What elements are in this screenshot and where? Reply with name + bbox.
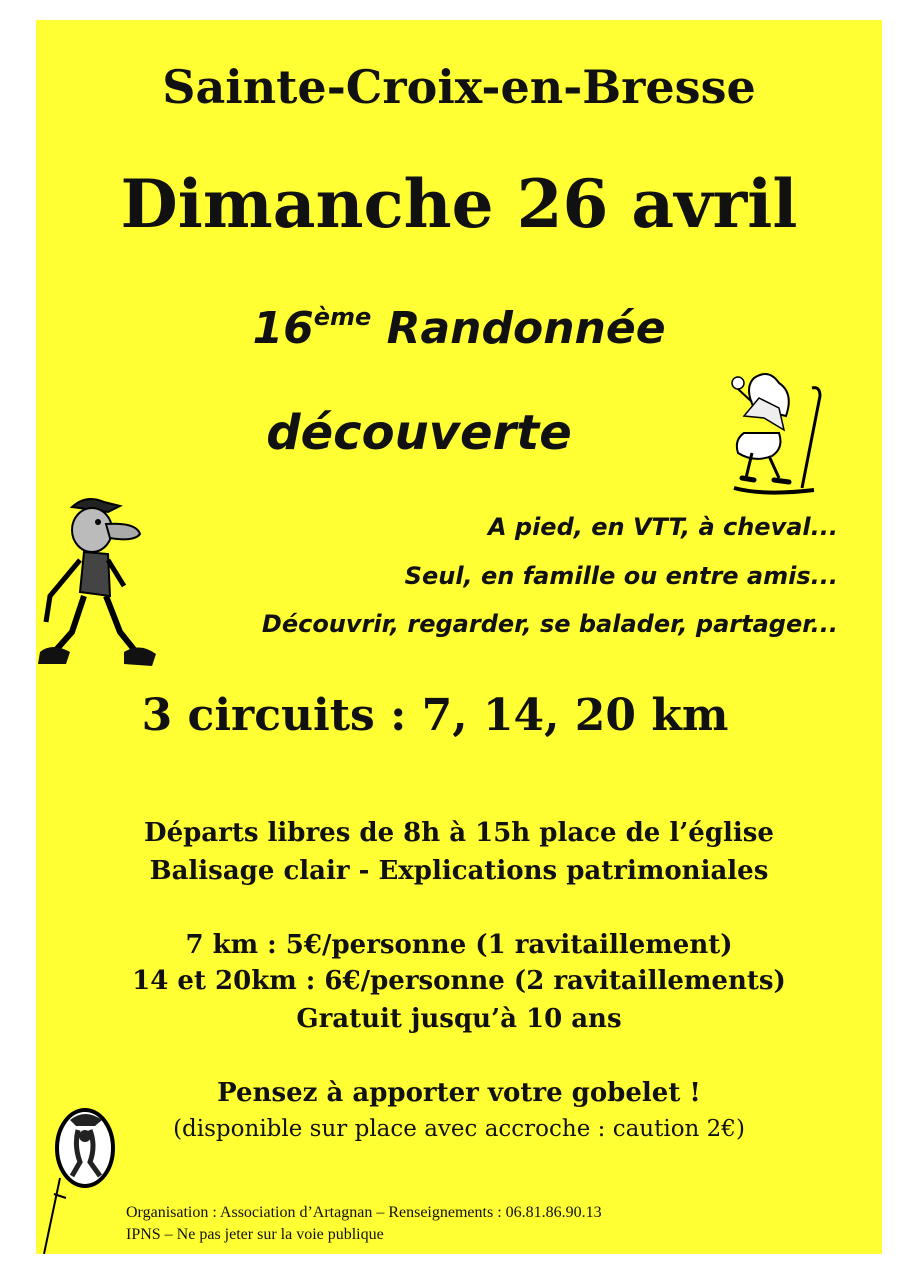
circuits-heading: 3 circuits : 7, 14, 20 km bbox=[141, 690, 729, 741]
event-date: Dimanche 26 avril bbox=[120, 165, 798, 243]
price-line-14-20km: 14 et 20km : 6€/personne (2 ravitaillements) bbox=[132, 966, 786, 996]
price-line-7km: 7 km : 5€/personne (1 ravitaillement) bbox=[185, 930, 733, 960]
event-number: 16 bbox=[252, 303, 314, 354]
event-ordinal: ème bbox=[313, 303, 372, 331]
tagline-1: A pied, en VTT, à cheval... bbox=[487, 513, 838, 541]
cup-notice: Pensez à apporter votre gobelet ! bbox=[217, 1078, 701, 1108]
musketeer-logo-icon bbox=[40, 1106, 130, 1254]
footer-ipns: IPNS – Ne pas jeter sur la voie publique bbox=[126, 1226, 384, 1243]
event-title-line-1 bbox=[36, 303, 882, 354]
town-title: Sainte-Croix-en-Bresse bbox=[162, 60, 756, 114]
walking-hiker-cartoon-icon bbox=[36, 492, 164, 682]
departures-line: Départs libres de 8h à 15h place de l’église bbox=[144, 818, 774, 848]
price-line-free: Gratuit jusqu’à 10 ans bbox=[296, 1004, 622, 1034]
footer-organisation: Organisation : Association d’Artagnan – Renseignements : 06.81.86.90.13 bbox=[126, 1204, 602, 1221]
event-title-line-2: découverte bbox=[266, 405, 572, 461]
cup-detail: (disponible sur place avec accroche : caution 2€) bbox=[173, 1116, 745, 1142]
tagline-3: Découvrir, regarder, se balader, partager... bbox=[261, 610, 838, 638]
poster bbox=[36, 20, 882, 1254]
signage-line: Balisage clair - Explications patrimoniales bbox=[149, 856, 769, 886]
event-title-word: Randonnée bbox=[386, 303, 666, 354]
old-hiker-cartoon-icon bbox=[724, 368, 834, 500]
tagline-2: Seul, en famille ou entre amis... bbox=[404, 562, 838, 590]
